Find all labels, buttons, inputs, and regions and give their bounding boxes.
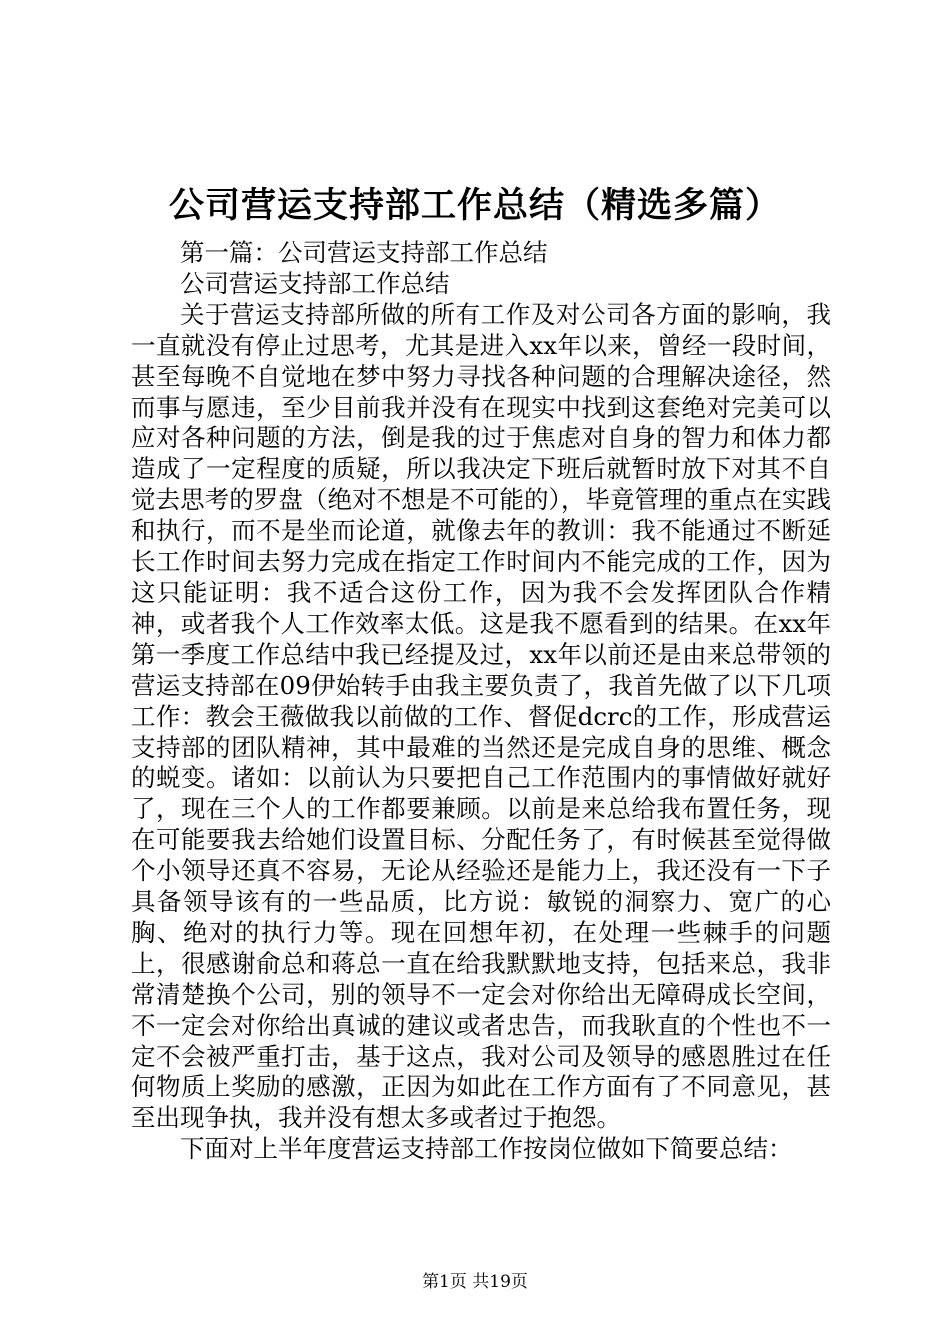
body-paragraph: 下面对上半年度营运支持部工作按岗位做如下简要总结： [180, 1134, 793, 1164]
section-heading: 第一篇：公司营运支持部工作总结 [180, 238, 548, 267]
document-title: 公司营运支持部工作总结（精选多篇） [168, 185, 781, 226]
section-subheading: 公司营运支持部工作总结 [180, 268, 450, 298]
document-body [131, 238, 831, 1165]
page-footer: 第1页 共19页 [422, 1272, 528, 1292]
body-paragraph: 关于营运支持部所做的所有工作及对公司各方面的影响，我一直就没有停止过思考，尤其是进入xx年以来，曾经一段时间，甚至每晚不自觉地在梦中努力寻找各种问题的合理解决途径，然而事与愿违，至少目前我并没有在现实中找到这套绝对完美可以应对各种问题的方法，倒是我的过于焦虑对自身的智力和体力都造成了一定程度的质疑，所以我决定下班后就暂时放下对其不自觉去思考的罗盘（绝对不想是不可能的），毕竟管理的重点在实践和执行，而不是坐而论道，就像去年的教训：我不能通过不断延长工作时间去努力完成在指定工作时间内不能完成的工作，因为这只能证明：我不适合这份工作，因为我不会发挥团队合作精神，或者我个人工作效率太低。这是我不愿看到的结果。在xx年第一季度工作总结中我已经提及过，xx年以前还是由来总带领的营运支持部在09伊始转手由我主要负责了，我首先做了以下几项工作：教会王薇做我以前做的工作、督促dcrc的工作，形成营运支持部的团队精神，其中最难的当然还是完成自身的思维、概念的蜕变。诸如：以前认为只要把自己工作范围内的事情做好就好了，现在三个人的工作都要兼顾。以前是来总给我布置任务，现在可能要我去给她们设置目标、分配任务了，有时候甚至觉得做个小领导还真不容易，无论从经验还是能力上，我还没有一下子具备领导该有的一些品质，比方说：敏锐的洞察力、宽广的心胸、绝对的执行力等。现在回想年初，在处理一些棘手的问题上，很感谢俞总和蒋总一直在给我默默地支持，包括来总，我非常清楚换个公司，别的领导不一定会对你给出无障碍成长空间，不一定会对你给出真诚的建议或者忠告，而我耿直的个性也不一定不会被严重打击，基于这点，我对公司及领导的感恩胜过在任何物质上奖励的感激，正因为如此在工作方面有了不同意见，甚至出现争执，我并没有想太多或者过于抱怨。 [131, 299, 831, 1133]
